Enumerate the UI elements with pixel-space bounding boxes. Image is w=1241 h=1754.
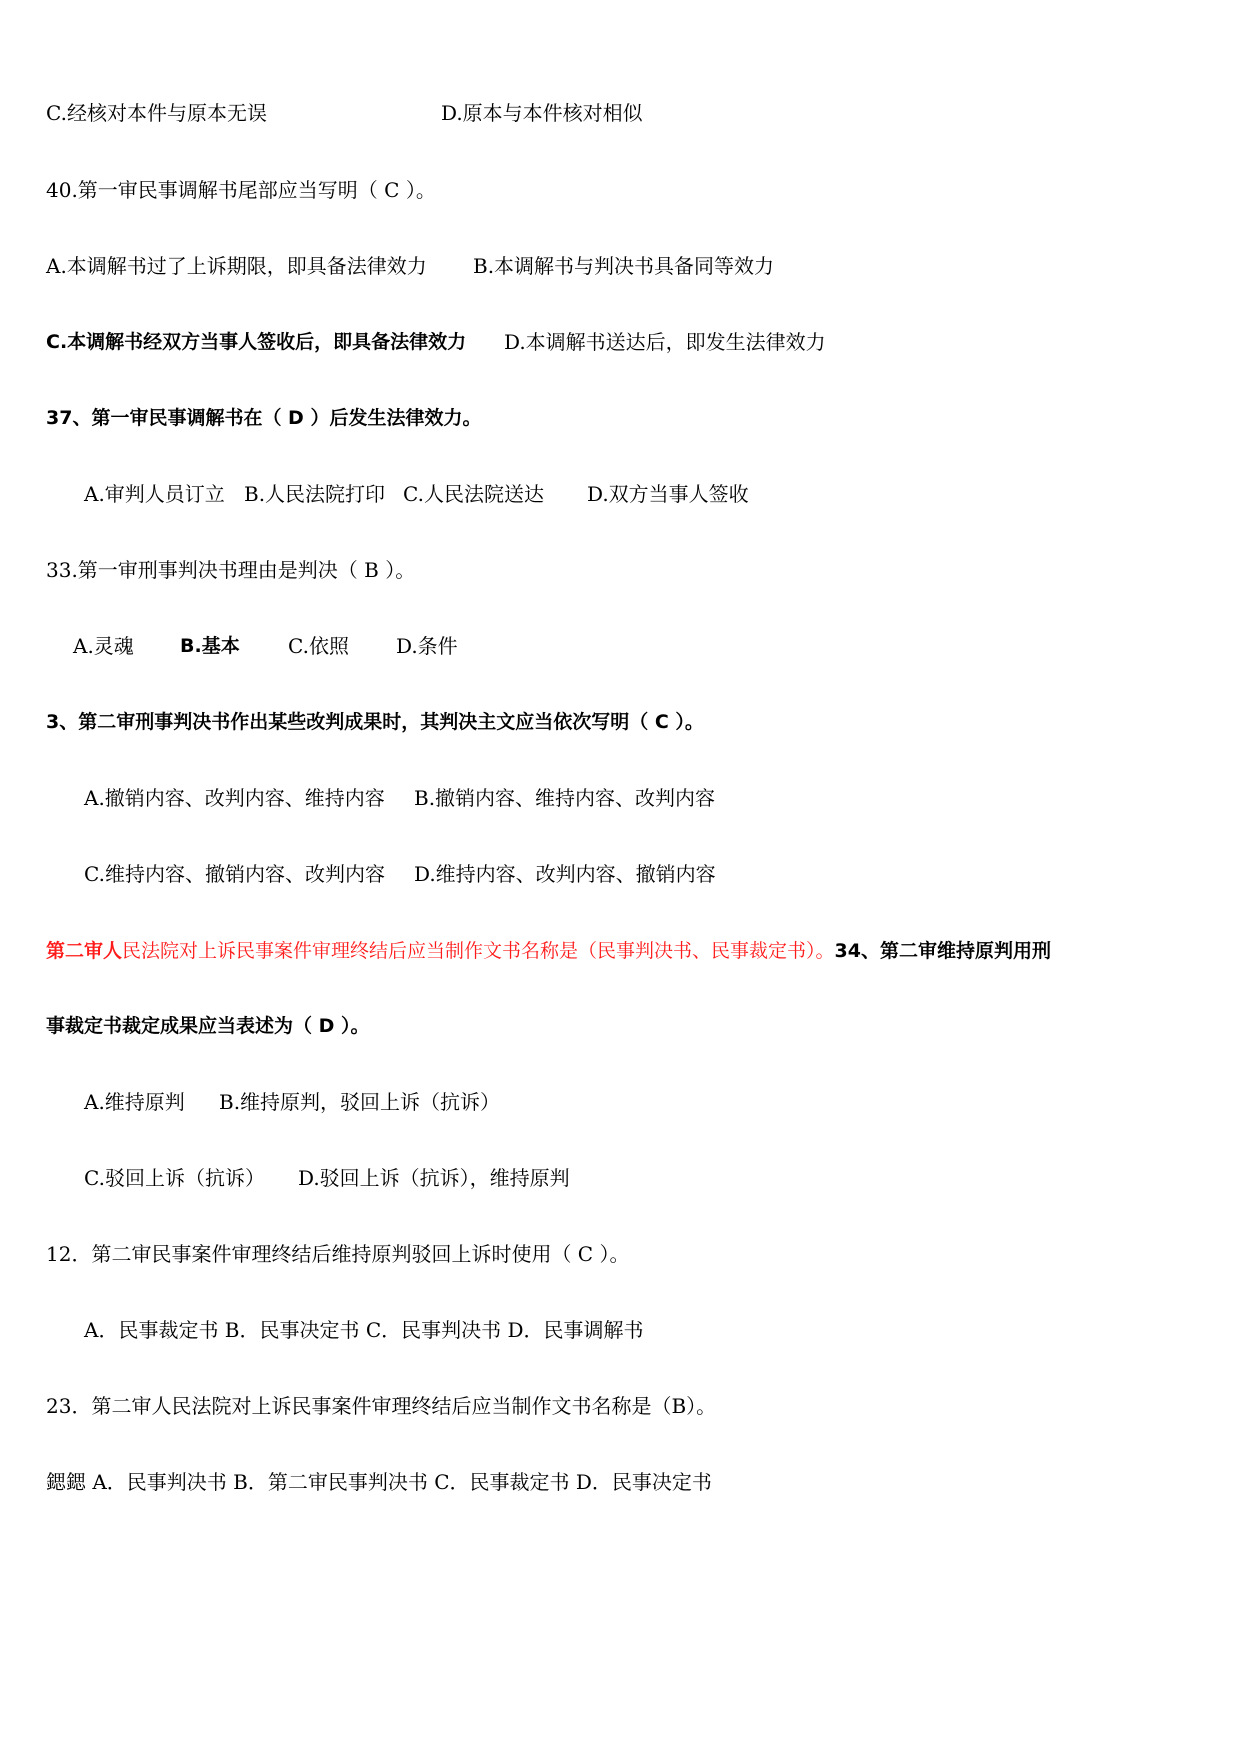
- question-12: 12．第二审民事案件审理终结后维持原判驳回上诉时使用（ C ）。: [46, 1242, 630, 1266]
- option-b: B.撤销内容、维持内容、改判内容: [414, 786, 716, 810]
- mixed-line: [46, 937, 1051, 964]
- option-line: [46, 100, 267, 126]
- option-b: B.维持原判，驳回上诉（抗诉）: [219, 1090, 501, 1114]
- option-c: C.维持内容、撤销内容、改判内容: [84, 862, 385, 886]
- question-33: 33.第一审刑事判决书理由是判决（ B ）。: [46, 558, 416, 582]
- option-a: A.审判人员订立: [84, 482, 225, 506]
- option-a: A.维持原判: [84, 1090, 185, 1114]
- red-text: 民法院对上诉民事案件审理终结后应当制作文书名称是（民事判决书、民事裁定书）。: [122, 940, 835, 962]
- question-3: 3、第二审刑事判决书作出某些改判成果时，其判决主文应当依次写明（ C ）。: [46, 711, 704, 733]
- option-line: [441, 100, 643, 126]
- option-b: B.本调解书与判决书具备同等效力: [473, 254, 775, 278]
- option-b: B.人民法院打印: [244, 482, 386, 506]
- question-34-start: 34、第二审维持原判用刑: [834, 940, 1051, 962]
- options-line: 鍶鍶 A．民事判决书 B．第二审民事判决书 C．民事裁定书 D．民事决定书: [46, 1470, 712, 1494]
- question-37: 37、第一审民事调解书在（ D ）后发生法律效力。: [46, 407, 482, 429]
- option-a: A.本调解书过了上诉期限，即具备法律效力: [46, 254, 427, 278]
- options-line: A．民事裁定书 B．民事决定书 C．民事判决书 D．民事调解书: [84, 1318, 644, 1342]
- option-a: A.撤销内容、改判内容、维持内容: [84, 786, 385, 810]
- option-d: D.条件: [396, 634, 458, 658]
- option-c: C.驳回上诉（抗诉）: [84, 1166, 265, 1190]
- option-a: A.灵魂: [73, 634, 134, 658]
- option-d: D.维持内容、改判内容、撤销内容: [414, 862, 716, 886]
- option-d: D.本调解书送达后，即发生法律效力: [504, 330, 826, 354]
- option-d: D.双方当事人签收: [587, 482, 749, 506]
- option-c: C.人民法院送达: [403, 482, 544, 506]
- option-d: D.原本与本件核对相似: [441, 101, 643, 125]
- question-23: 23．第二审人民法院对上诉民事案件审理终结后应当制作文书名称是（B）。: [46, 1394, 717, 1418]
- option-d: D.驳回上诉（抗诉），维持原判: [298, 1166, 570, 1190]
- option-line: [46, 253, 427, 279]
- option-c: C.依照: [288, 634, 349, 658]
- option-c-answer: C.本调解书经双方当事人签收后，即具备法律效力: [46, 331, 467, 353]
- option-line: [473, 253, 774, 279]
- question-34-cont: 事裁定书裁定成果应当表述为（ D ）。: [46, 1015, 370, 1037]
- question-40: 40.第一审民事调解书尾部应当写明（ C ）。: [46, 178, 436, 202]
- red-bold-text: 第二审人: [46, 940, 123, 962]
- option-c: C.经核对本件与原本无误: [46, 101, 267, 125]
- option-b-answer: B.基本: [180, 635, 240, 657]
